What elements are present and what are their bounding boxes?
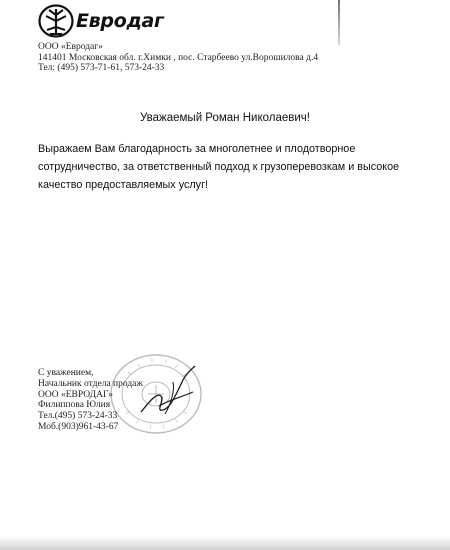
signer-position: Начальник отдела продаж <box>38 378 143 389</box>
address-line: 141401 Московская обл. г.Химки , пос. Старбеево ул.Ворошилова д.4 <box>38 52 319 63</box>
handwritten-signature <box>135 362 199 422</box>
letter-body: Выражаем Вам благодарность за многолетнее и плодотворное сотрудничество, за ответственный подход к грузоперевозкам и высокое качество предоставляемых услуг! <box>38 143 400 191</box>
signature-block <box>38 368 143 433</box>
letter-greeting: Уважаемый Роман Николаевич! <box>140 112 310 124</box>
scan-bottom-edge <box>0 536 450 550</box>
signer-name: Филиппова Юлия <box>38 400 111 411</box>
tree-emblem-icon <box>38 4 74 38</box>
signer-mobile: Моб.(903)961-43-67 <box>38 421 119 432</box>
phone-line: Тел: (495) 573-71-61, 573-24-33 <box>38 63 165 73</box>
letterhead-logo <box>38 4 164 38</box>
scan-fold-line <box>338 0 340 45</box>
signer-phone: Тел.(495) 573-24-33 <box>38 411 118 422</box>
company-details <box>38 42 318 74</box>
signer-company: ООО «ЕВРОДАГ» <box>38 389 113 400</box>
company-line: ООО «Евродаг» <box>38 42 103 52</box>
closing-line: С уважением, <box>38 368 94 378</box>
brand-name: Евродаг <box>76 10 164 32</box>
